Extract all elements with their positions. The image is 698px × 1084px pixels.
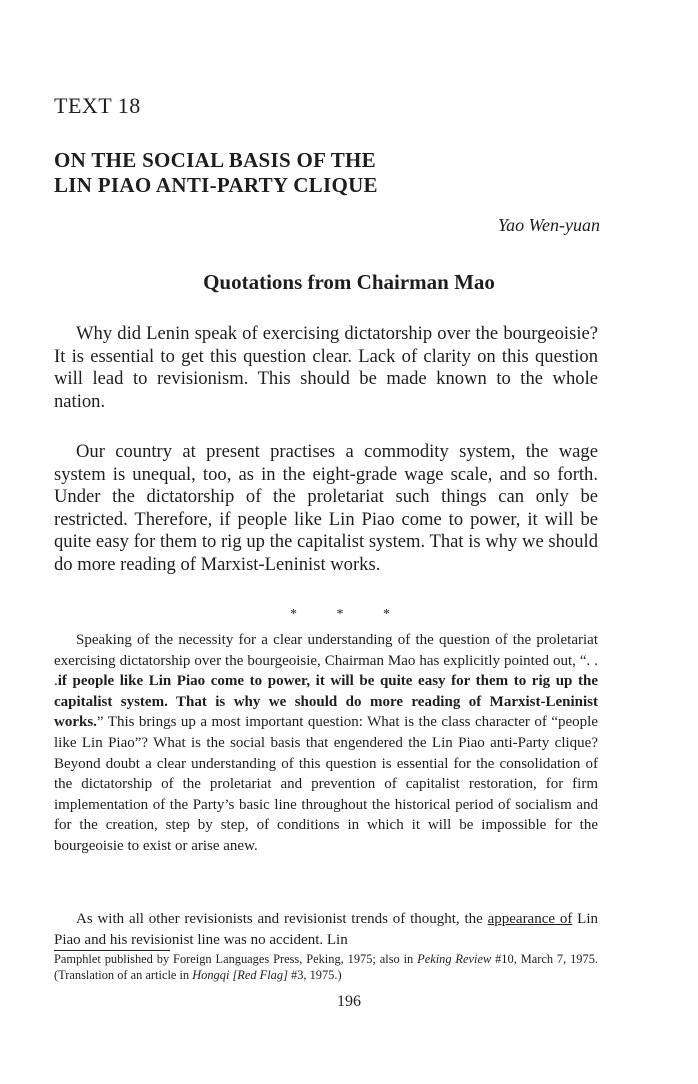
body-paragraph-2 <box>54 909 598 950</box>
quotation-paragraph-1: Why did Lenin speak of exercising dictatorship over the bourgeoisie? It is essential to get this question clear. Lack of clarity on this question will lead to revisionism. This should be made known to the whole nation. <box>54 323 598 412</box>
footnote-publication-2: Hongqi [Red Flag] <box>192 968 288 982</box>
section-separator: * * * <box>290 607 408 622</box>
text-number-label: TEXT 18 <box>54 93 141 118</box>
body-paragraph-1 <box>54 630 598 857</box>
section-heading: Quotations from Chairman Mao <box>203 270 495 294</box>
body-paragraph-1-bold-quote: if people like Lin Piao come to power, it will be quite easy for them to rig up the capitalist system. That is why we should do more reading of Marxist-Leninist works. <box>54 673 598 731</box>
body-paragraph-1-text-start: Speaking of the necessity for a clear understanding of the question of the proletariat exercising dictatorship over the bourgeoisie, Chairman Mao has explicitly pointed out, “. . . <box>54 632 598 690</box>
footnote-part-1: Pamphlet published by Foreign Languages Press, Peking, 1975; also in <box>54 952 418 966</box>
body-paragraph-2-underlined-phrase: appearance of <box>487 911 573 927</box>
article-title-line-2: LIN PIAO ANTI-PARTY CLIQUE <box>54 173 378 197</box>
source-footnote <box>54 951 598 983</box>
body-paragraph-1-text-end: ” This brings up a most important question: What is the class character of “people like Lin Piao”? What is the social basis that engendered the Lin Piao anti-Party clique? Beyond doubt a clear understanding of this question is essential for the consolidation of the dictatorship of the proletariat and prevention of capitalist restoration, for firm implementation of the Party’s basic line throughout the historical period of socialism and for the creation, step by step, of conditions in which it will be impossible for the bourgeoisie to exist or arise anew. <box>54 714 598 854</box>
body-paragraph-2-text-start: As with all other revisionists and revisionist trends of thought, the <box>76 911 488 927</box>
footnote-part-3: #10, March 7, 1975. (Translation of an article in <box>54 952 598 982</box>
footnote-part-5: #3, 1975.) <box>287 968 342 982</box>
quotation-paragraph-2: Our country at present practises a commodity system, the wage system is unequal, too, as in the eight-grade wage scale, and so forth. Under the dictatorship of the proletariat such things can only be restricted. Therefore, if people like Lin Piao come to power, it will be quite easy for them to rig up the capitalist system. That is why we should do more reading of Marxist-Leninist works. <box>54 441 598 575</box>
page-number: 196 <box>337 993 361 1010</box>
author-name: Yao Wen-yuan <box>497 215 600 235</box>
footnote-publication-1: Peking Review <box>417 952 492 966</box>
article-title-line-1: ON THE SOCIAL BASIS OF THE <box>54 148 376 172</box>
article-title <box>54 148 614 198</box>
body-paragraph-2-text-end: Lin Piao and his revisionist line was no accident. Lin <box>54 911 598 948</box>
